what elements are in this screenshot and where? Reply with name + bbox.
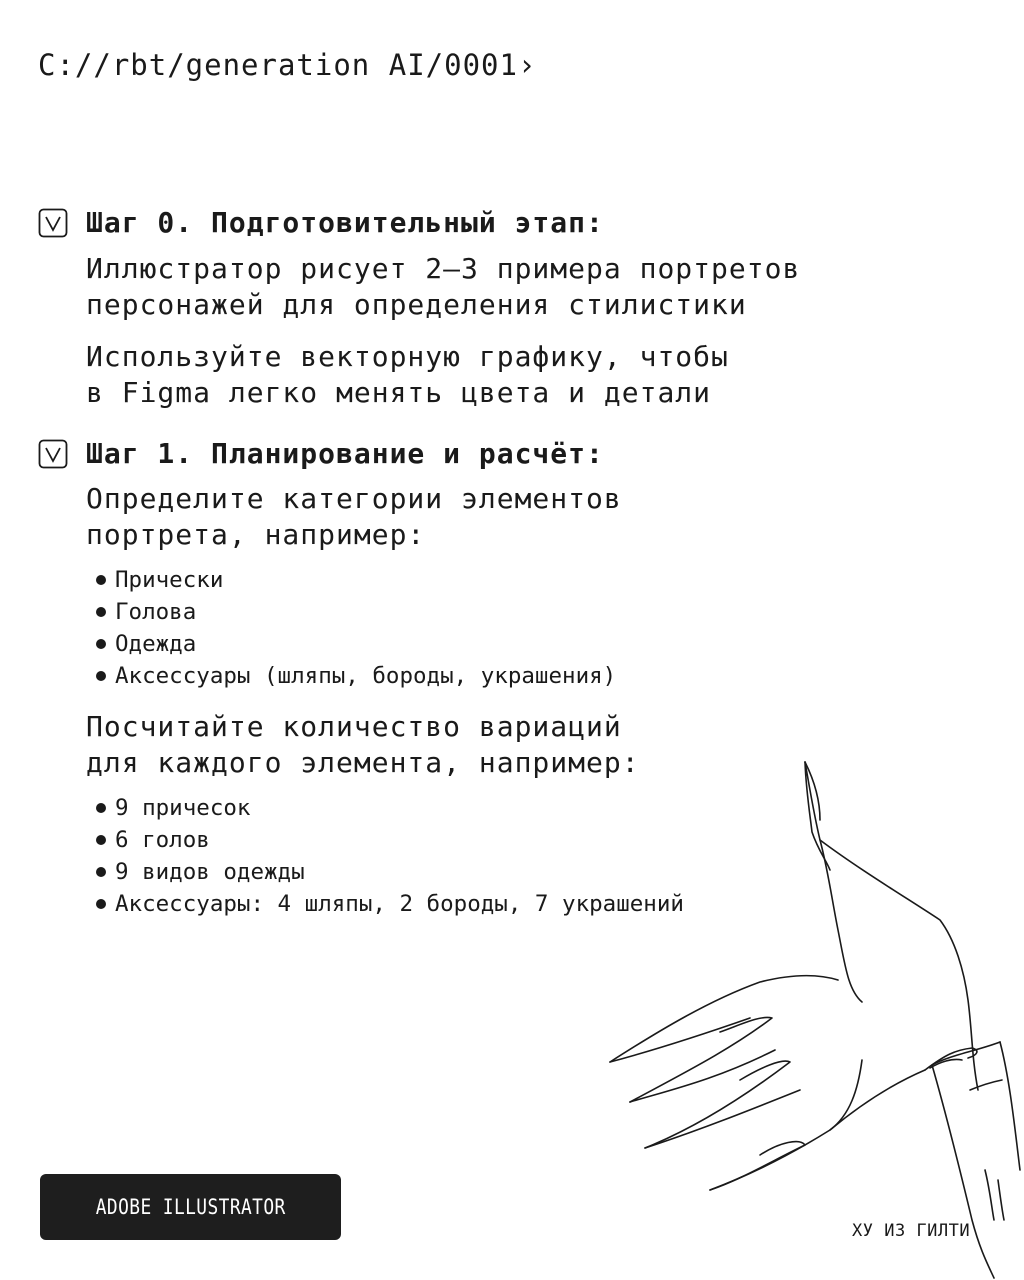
step-0-title: Шаг 0. Подготовительный этап:	[86, 206, 604, 239]
list-item-text: 9 видов одежды	[115, 859, 305, 885]
bullet-icon	[96, 899, 106, 909]
checkbox-checked-icon	[38, 439, 68, 469]
list-item	[96, 596, 616, 628]
count-list	[96, 792, 684, 920]
bullet-icon	[96, 803, 106, 813]
list-item	[96, 856, 684, 888]
header-path: C://rbt/generation AI/0001›	[38, 48, 537, 82]
hand-drawing-icon	[600, 750, 1024, 1280]
list-item-text: 9 причесок	[115, 795, 251, 821]
step-0-paragraph-2: Используйте векторную графику, чтобы в Figma легко менять цвета и детали	[86, 340, 729, 409]
list-item-text: Аксессуары (шляпы, бороды, украшения)	[115, 663, 617, 689]
software-badge	[40, 1174, 341, 1240]
category-list	[96, 564, 616, 692]
step-1-paragraph-2: Посчитайте количество вариаций для каждого элемента, например:	[86, 710, 640, 779]
bullet-icon	[96, 639, 106, 649]
step-1-title: Шаг 1. Планирование и расчёт:	[86, 437, 604, 470]
step-0-header	[38, 206, 604, 239]
list-item	[96, 564, 616, 596]
list-item	[96, 628, 616, 660]
list-item-text: Голова	[115, 599, 197, 625]
list-item	[96, 888, 684, 920]
list-item-text: Аксессуары: 4 шляпы, 2 бороды, 7 украшений	[115, 891, 684, 917]
bullet-icon	[96, 835, 106, 845]
bullet-icon	[96, 607, 106, 617]
list-item-text: 6 голов	[115, 827, 210, 853]
bullet-icon	[96, 867, 106, 877]
list-item-text: Прически	[115, 567, 224, 593]
bullet-icon	[96, 671, 106, 681]
step-0-paragraph-1: Иллюстратор рисует 2–3 примера портретов персонажей для определения стилистики	[86, 252, 801, 321]
bullet-icon	[96, 575, 106, 585]
list-item-text: Одежда	[115, 631, 197, 657]
author-signature: ХУ ИЗ ГИЛТИ	[852, 1221, 971, 1241]
list-item	[96, 660, 616, 692]
checkbox-checked-icon	[38, 208, 68, 238]
step-1-header	[38, 437, 604, 470]
list-item	[96, 824, 684, 856]
step-1-paragraph-1: Определите категории элементов портрета, например:	[86, 482, 622, 551]
software-badge-label: ADOBE ILLUSTRATOR	[95, 1195, 286, 1219]
list-item	[96, 792, 684, 824]
